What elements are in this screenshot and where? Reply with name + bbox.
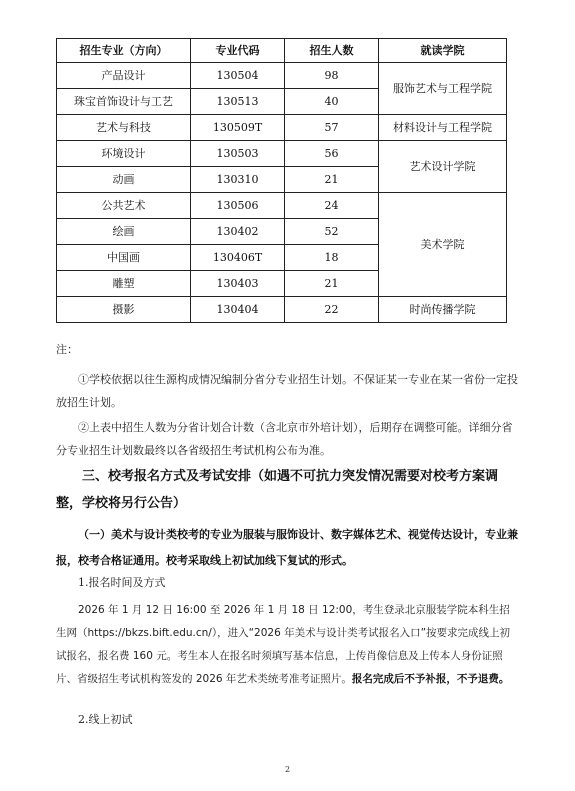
table-row [57,297,507,323]
online-exam-heading: 2.线上初试 [78,713,133,726]
table-header-row [57,39,507,63]
code-cell: 130504 [191,63,285,89]
code-cell: 130403 [191,271,285,297]
code-cell: 130404 [191,297,285,323]
table-row [57,141,507,167]
count-cell: 98 [285,63,379,89]
registration-text: 2026 年 1 月 12 日 16:00 至 2026 年 1 月 18 日 12:00，考生登录北京服装学院本科生招生网（https://bkzs.bift.edu.cn/），进入“2026 年美术与设计类考试报名入口”按要求完成线上初试报名，报名费 160 元。考生本人在报名时须填写基本信息，上传肖像信息及上传本人身份证照片、省级招生考试机构签发的 2026 年艺术类统考准考证照片。 [56,604,511,685]
header-code: 专业代码 [191,39,285,63]
notes-title: 注： [56,343,78,356]
college-cell: 时尚传播学院 [379,297,507,323]
table-row [57,193,507,219]
code-cell: 130406T [191,245,285,271]
college-cell: 艺术设计学院 [379,141,507,193]
college-cell: 服饰艺术与工程学院 [379,63,507,115]
major-cell: 公共艺术 [57,193,191,219]
code-cell: 130509T [191,115,285,141]
major-cell: 动画 [57,167,191,193]
count-cell: 56 [285,141,379,167]
major-cell: 产品设计 [57,63,191,89]
code-cell: 130402 [191,219,285,245]
code-cell: 130503 [191,141,285,167]
major-cell: 绘画 [57,219,191,245]
major-cell: 中国画 [57,245,191,271]
page-number: 2 [284,765,291,774]
registration-bold-text: 报名完成后不予补报，不予退费。 [351,673,510,685]
table-row [57,63,507,89]
count-cell: 52 [285,219,379,245]
college-cell: 材料设计与工程学院 [379,115,507,141]
major-cell: 摄影 [57,297,191,323]
code-cell: 130506 [191,193,285,219]
registration-paragraph [56,599,518,691]
count-cell: 40 [285,89,379,115]
count-cell: 21 [285,167,379,193]
header-college: 就读学院 [379,39,507,63]
count-cell: 22 [285,297,379,323]
count-cell: 57 [285,115,379,141]
major-cell: 艺术与科技 [57,115,191,141]
major-cell: 环境设计 [57,141,191,167]
count-cell: 18 [285,245,379,271]
header-count: 招生人数 [285,39,379,63]
subsection-heading: （一）美术与设计类校考的专业为服装与服饰设计、数字媒体艺术、视觉传达设计，专业兼报，校考合格证通用。校考采取线上初试加线下复试的形式。 [56,528,518,567]
count-cell: 21 [285,271,379,297]
code-cell: 130310 [191,167,285,193]
major-cell: 雕塑 [57,271,191,297]
note-item: ①学校依据以往生源构成情况编制分省分专业招生计划。不保证某一专业在某一省份一定投放招生计划。 [56,373,518,409]
college-cell: 美术学院 [379,193,507,297]
count-cell: 24 [285,193,379,219]
code-cell: 130513 [191,89,285,115]
table-row [57,115,507,141]
note-item: ②上表中招生人数为分省计划合计数（含北京市外培计划），后期存在调整可能。详细分省分专业招生计划数最终以各省级招生考试机构公布为准。 [56,421,513,457]
section-heading: 三、校考报名方式及考试安排（如遇不可抗力突发情况需要对校考方案调整，学校将另行公告） [56,469,499,511]
header-major: 招生专业（方向） [57,39,191,63]
major-cell: 珠宝首饰设计与工艺 [57,89,191,115]
registration-heading: 1.报名时间及方式 [78,576,166,589]
enrollment-table [56,38,507,323]
